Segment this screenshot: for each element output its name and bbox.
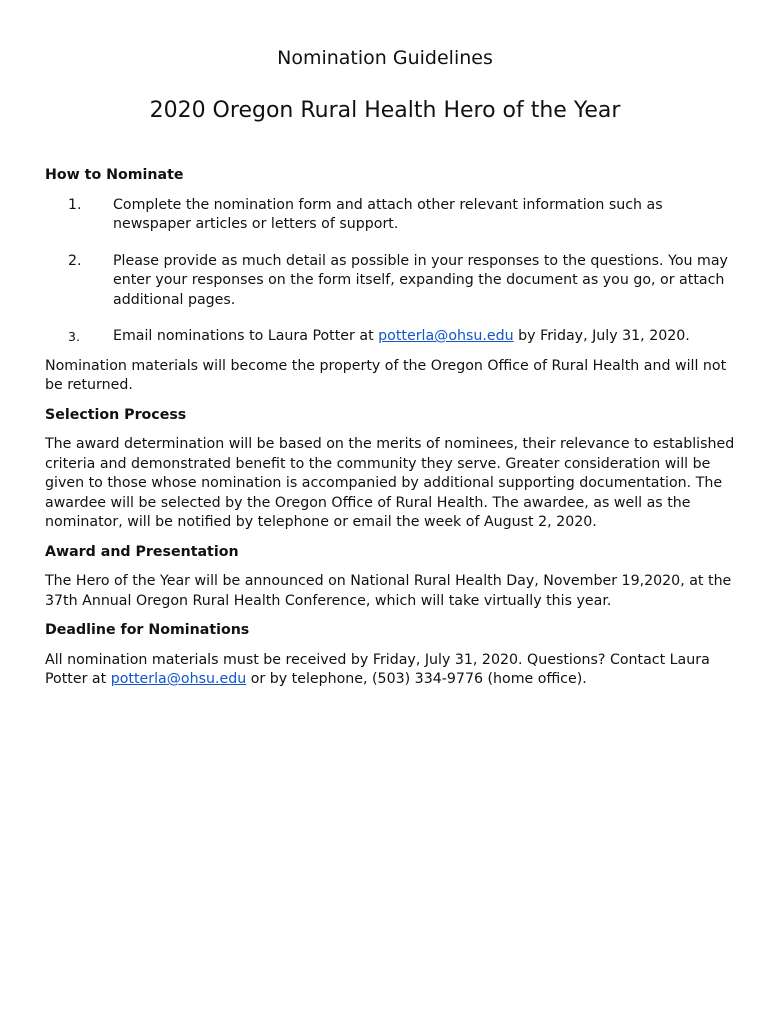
step-text-before: Email nominations to Laura Potter at	[113, 328, 379, 344]
selection-process-text: The award determination will be based on the merits of nominees, their relevance to established criteria and demonstrated benefit to the community they serve. Greater consideration will be given to those whose nomination is accompanied by additional supporting documentation. The awardee will be selected by the Oregon Office of Rural Health. The awardee, as well as the nominator, will be notified by telephone or email the week of August 2, 2020.	[45, 436, 735, 530]
list-item	[45, 327, 735, 347]
list-item	[45, 196, 735, 235]
list-item	[45, 252, 735, 311]
award-presentation-heading: Award and Presentation	[45, 543, 239, 560]
step-number: 3.	[68, 329, 80, 344]
deadline-text	[45, 651, 735, 690]
deadline-text-before: All nomination materials must be received by Friday, July 31, 2020. Questions? Contact Laura Potter at	[45, 651, 710, 687]
selection-process-heading: Selection Process	[45, 406, 187, 423]
document-subtitle: 2020 Oregon Rural Health Hero of the Year	[149, 98, 621, 123]
deadline-heading: Deadline for Nominations	[45, 622, 250, 638]
email-link[interactable]: potterla@ohsu.edu	[378, 328, 514, 344]
award-presentation-text: The Hero of the Year will be announced on National Rural Health Day, November 19,2020, at the 37th Annual Oregon Rural Health Conference, which will take virtually this year.	[45, 573, 732, 609]
document-title: Nomination Guidelines	[277, 47, 493, 69]
step-text: Please provide as much detail as possible in your responses to the questions. You may enter your responses on the form itself, expanding the document as you go, or attach additional pages.	[113, 252, 728, 308]
step-number: 1.	[68, 196, 82, 213]
nomination-note: Nomination materials will become the property of the Oregon Office of Rural Health and will not be returned.	[45, 357, 727, 393]
email-link[interactable]: potterla@ohsu.edu	[110, 671, 247, 687]
step-number: 2.	[68, 252, 82, 269]
step-text: Complete the nomination form and attach other relevant information such as newspaper articles or letters of support.	[113, 196, 663, 232]
how-to-nominate-heading: How to Nominate	[45, 167, 184, 183]
step-text-after: by Friday, July 31, 2020.	[513, 328, 690, 344]
nomination-steps-list	[45, 196, 735, 347]
deadline-text-after: or by telephone, (503) 334-9776 (home office).	[246, 671, 587, 687]
document-body	[45, 166, 735, 700]
